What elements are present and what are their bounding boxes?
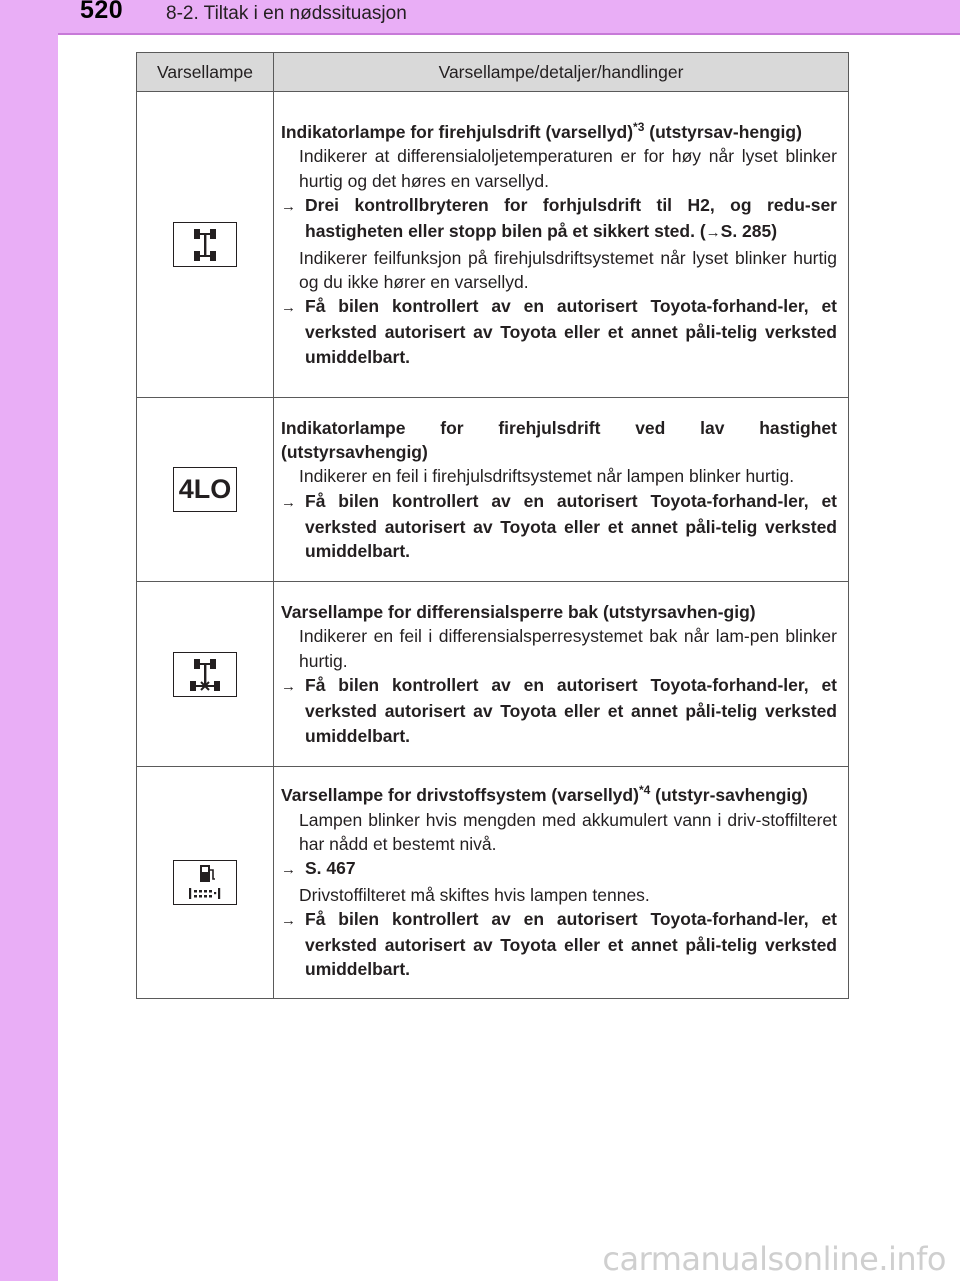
table-row: [137, 767, 849, 999]
fuel-system-icon: [173, 860, 237, 905]
4wd-indicator-icon: [173, 222, 237, 267]
details-cell: [274, 582, 849, 767]
table-row: [137, 398, 849, 582]
section-title: 8-2. Tiltak i en nødssituasjon: [166, 3, 407, 24]
warning-lamp-table: [136, 52, 849, 999]
table-header-row: [137, 53, 849, 92]
side-color-band: [0, 0, 58, 1281]
column-header-details: Varsellampe/detaljer/handlinger: [274, 53, 849, 92]
arrow-icon: →: [281, 197, 296, 215]
lamp-action: → Få bilen kontrollert av en autorisert Toyota-forhand-ler, et verksted autorisert av Toyota eller et annet påli-telig verksted umiddelbart.: [281, 675, 837, 746]
lamp-title: Indikatorlampe for firehjulsdrift ved lav hastighet (utstyrsavhengig): [281, 417, 837, 462]
icon-cell: [137, 92, 274, 398]
icon-cell: [137, 398, 274, 582]
lamp-action: → Få bilen kontrollert av en autorisert Toyota-forhand-ler, et verksted autorisert av Toyota eller et annet påli-telig verksted umiddelbart.: [281, 908, 837, 980]
lamp-description: Indikerer at differensialoljetemperaturen er for høy når lyset blinker hurtig og det høres en varsellyd.: [299, 146, 837, 191]
details-cell: [274, 92, 849, 398]
lamp-title: Varsellampe for drivstoffsystem (varsellyd)$^{*4}$ (utstyr-savhengig): [281, 783, 808, 806]
page-number: 520: [80, 0, 124, 24]
icon-cell: [137, 767, 274, 999]
lamp-description: Indikerer feilfunksjon på firehjulsdriftsystemet når lyset blinker hurtig og du ikke hører en varsellyd.: [299, 247, 837, 292]
lamp-title: Varsellampe for differensialsperre bak (utstyrsavhen-gig): [281, 602, 756, 623]
arrow-icon: →: [705, 224, 721, 242]
arrow-icon: →: [281, 493, 296, 511]
table-row: [137, 92, 849, 398]
4lo-indicator-icon: 4LO: [173, 467, 237, 512]
lamp-action: → S. 467: [281, 856, 837, 882]
lamp-action: → Få bilen kontrollert av en autorisert Toyota-forhand-ler, et verksted autorisert av Toyota eller et annet påli-telig verksted umiddelbart.: [281, 490, 837, 562]
lamp-description: Indikerer en feil i firehjulsdriftsystemet når lampen blinker hurtig.: [299, 466, 795, 487]
lamp-title: Indikatorlampe for firehjulsdrift (varsellyd)$^{*3}$ (utstyrsav-hengig): [281, 120, 802, 143]
arrow-icon: →: [281, 861, 296, 879]
rear-diff-lock-icon: [173, 652, 237, 697]
watermark: carmanualsonline.info: [602, 1240, 946, 1278]
arrow-icon: →: [281, 678, 296, 695]
arrow-icon: →: [281, 911, 296, 929]
column-header-lamp: Varsellampe: [137, 53, 274, 92]
lamp-action: → Drei kontrollbryteren for forhjulsdrift til H2, og redu-ser hastigheten eller stopp bilen på et sikkert sted. (→S. 285): [281, 194, 837, 242]
lamp-description: Drivstoffilteret må skiftes hvis lampen tennes.: [299, 884, 650, 905]
lamp-action: → Få bilen kontrollert av en autorisert Toyota-forhand-ler, et verksted autorisert av Toyota eller et annet påli-telig verksted umiddelbart.: [281, 296, 837, 367]
details-cell: [274, 767, 849, 999]
header-color-band: [0, 0, 960, 33]
arrow-icon: →: [281, 299, 296, 317]
lamp-description: Lampen blinker hvis mengden med akkumulert vann i driv-stoffilteret har nådd et bestemt nivå.: [299, 809, 837, 854]
header-rule: [58, 33, 960, 35]
icon-cell: [137, 582, 274, 767]
table-row: [137, 582, 849, 767]
lamp-description: Indikerer en feil i differensialsperresystemet bak når lam-pen blinker hurtig.: [299, 626, 837, 671]
details-cell: [274, 398, 849, 582]
